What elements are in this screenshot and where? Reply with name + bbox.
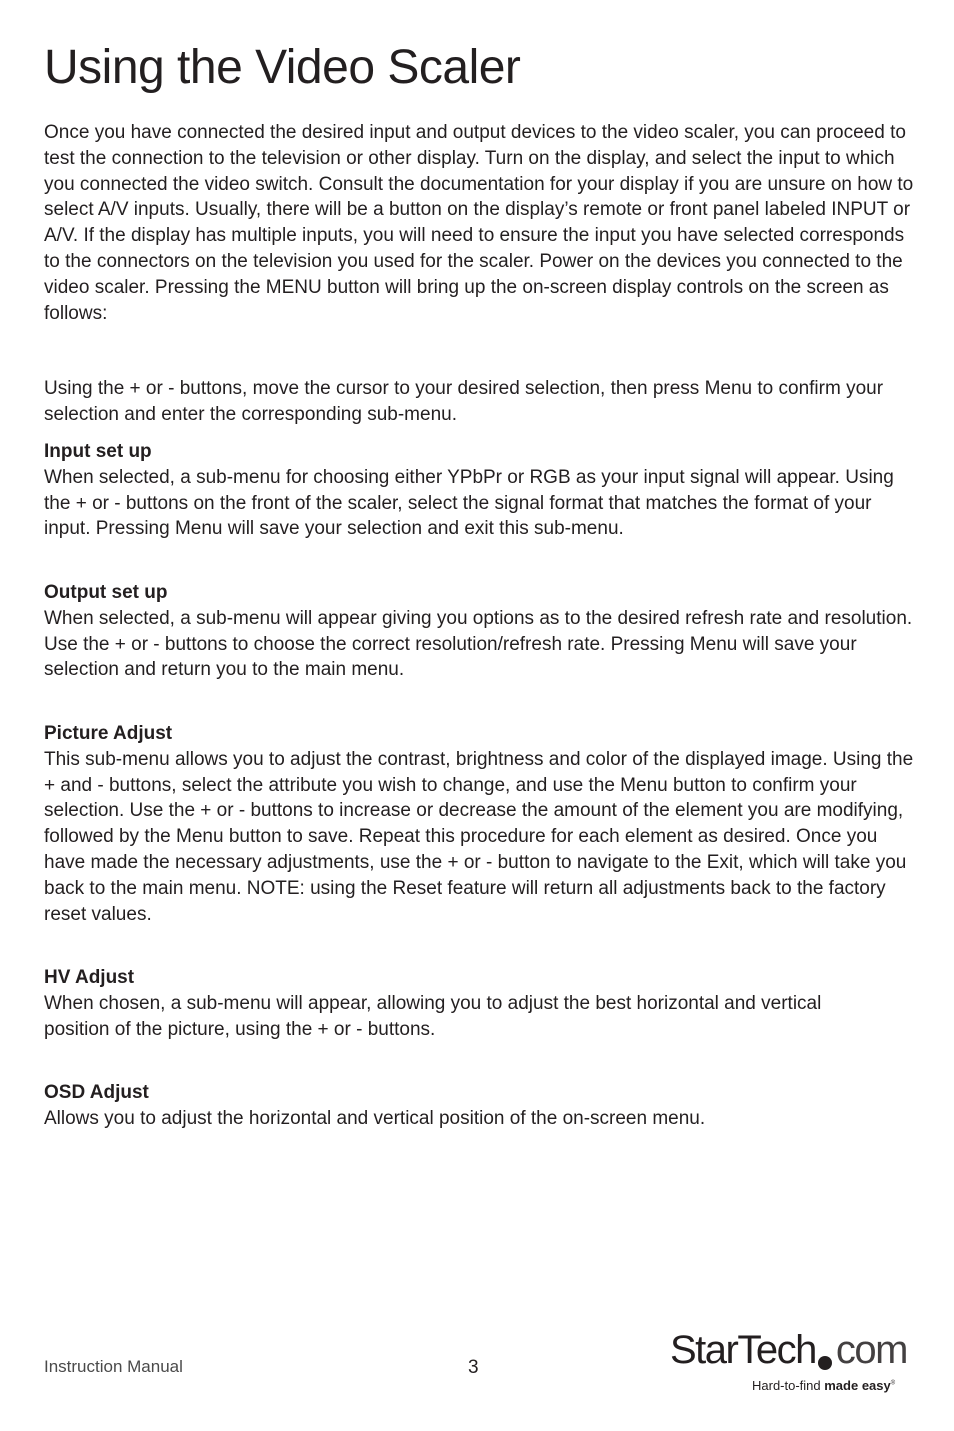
section-output-set-up xyxy=(44,580,914,683)
section-body: Allows you to adjust the horizontal and vertical position of the on-screen menu. xyxy=(44,1107,706,1129)
tagline-plain: Hard-to-find xyxy=(752,1378,825,1393)
section-heading: HV Adjust xyxy=(44,967,135,988)
section-heading: OSD Adjust xyxy=(44,1082,149,1103)
section-body: When selected, a sub-menu for choosing either YPbPr or RGB as your input signal will appear. Using the + or - buttons on the front of the scaler, select the signal format that matches the format of your input. Pressing Menu will save your selection and exit this sub-menu. xyxy=(44,466,894,540)
startech-logo xyxy=(670,1326,920,1401)
section-heading: Output set up xyxy=(44,582,168,603)
section-body: When selected, a sub-menu will appear giving you options as to the desired refresh rate and resolution. Use the + or - buttons to choose the correct resolution/refresh rate. Pressing Menu will save your selection and return you to the main menu. xyxy=(44,607,913,681)
page-number: 3 xyxy=(468,1357,479,1378)
section-hv-adjust xyxy=(44,965,914,1042)
registered-mark: ® xyxy=(890,1380,896,1387)
section-body: This sub-menu allows you to adjust the contrast, brightness and color of the displayed image. Using the + and - buttons, select the attribute you wish to change, and use the Menu button to confirm your selection. Use the + or - buttons to increase or decrease the amount of the element you are modifying, followed by the Menu button to save. Repeat this procedure for each element as desired. Once you have made the necessary adjustments, use the + or - button to navigate to the Exit, which will take you back to the main menu. NOTE: using the Reset feature will return all adjustments back to the factory reset values. xyxy=(44,748,914,925)
intro-paragraph: Once you have connected the desired input and output devices to the video scaler, you can proceed to test the connection to the television or other display. Turn on the display, and select the input to which you connected the video switch. Consult the documentation for your display if you are unsure on how to select A/V inputs. Usually, there will be a button on the display’s remote or front panel labeled INPUT or A/V. If the display has multiple inputs, you will need to ensure the input you have selected corresponds to the connectors on the television you used for the scaler. Power on the devices you connected to the video scaler. Pressing the MENU button will bring up the on-screen display controls on the screen as follows: xyxy=(44,122,914,324)
tagline-bold: made easy xyxy=(824,1378,891,1393)
logo-wordmark xyxy=(670,1326,907,1374)
logo-wordmark-right: com xyxy=(835,1328,907,1372)
usage-paragraph: Using the + or - buttons, move the cursor to your desired selection, then press Menu to confirm your selection and enter the corresponding sub-menu. xyxy=(44,378,884,425)
section-body: When chosen, a sub-menu will appear, allowing you to adjust the best horizontal and vertical position of the picture, using the + or - buttons. xyxy=(44,992,822,1040)
section-osd-adjust xyxy=(44,1080,914,1132)
section-input-set-up xyxy=(44,439,914,542)
footer-manual-label: Instruction Manual xyxy=(44,1357,183,1376)
section-heading: Picture Adjust xyxy=(44,723,173,744)
logo-wordmark-left: StarTech xyxy=(670,1328,816,1372)
page-title: Using the Video Scaler xyxy=(44,41,521,94)
logo-dot-icon xyxy=(818,1356,832,1370)
section-picture-adjust xyxy=(44,721,914,927)
logo-tagline xyxy=(752,1378,895,1393)
section-heading: Input set up xyxy=(44,441,152,462)
